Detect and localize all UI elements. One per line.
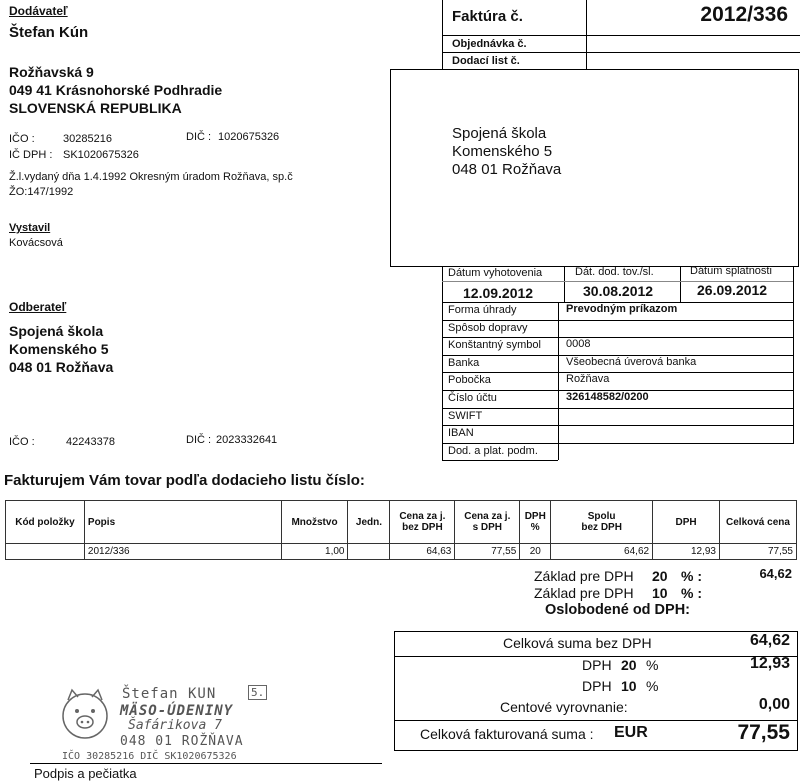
items-header-row [6, 501, 797, 544]
customer-dic-label: DIČ : [186, 434, 212, 446]
col-total: Celková cena [719, 501, 796, 544]
base20-pct: % : [681, 568, 702, 584]
due-date-label: Dátum splatnosti [690, 265, 772, 277]
grand-total: 77,55 [737, 721, 790, 744]
signature-line [30, 763, 382, 764]
vat20-rate: 20 [621, 657, 637, 673]
stamp-line-5: IČO 30285216 DIČ SK1020675326 [62, 751, 237, 762]
issue-date: 12.09.2012 [463, 285, 534, 301]
currency: EUR [614, 724, 648, 741]
col-vat: DPH [653, 501, 720, 544]
items-table [5, 500, 797, 560]
col-price-gross [455, 501, 520, 544]
payment-label: Konštantný symbol [448, 339, 541, 352]
vat10-pct: % [646, 678, 659, 694]
order-row-line [442, 52, 800, 53]
row-price-gross: 77,55 [455, 544, 520, 560]
col-qty: Množstvo [281, 501, 348, 544]
invoice-header-divider [586, 0, 587, 35]
table-row [6, 544, 797, 560]
row-desc: 2012/336 [84, 544, 281, 560]
supplier-ico-label: IČO : [9, 133, 35, 145]
supplier-icdph-label: IČ DPH : [9, 149, 53, 161]
window-line-1: Spojená škola [452, 125, 547, 142]
base20-value: 64,62 [759, 566, 792, 581]
order-label: Objednávka č. [452, 38, 527, 50]
stamp-line-4: 048 01 ROŽŇAVA [120, 734, 244, 749]
payment-row-line [442, 408, 794, 409]
net-label: Celková suma bez DPH [503, 635, 652, 651]
supplier-country: SLOVENSKÁ REPUBLIKA [9, 100, 182, 116]
payment-value: Prevodným príkazom [566, 303, 678, 315]
delivery-date-label: Dát. dod. tov./sl. [575, 266, 654, 278]
payment-value: 0008 [566, 338, 591, 351]
vat20-pct: % [646, 657, 659, 673]
dates-divider-1 [564, 266, 565, 302]
base20-rate: 20 [652, 568, 668, 584]
customer-heading: Odberateľ [9, 300, 67, 314]
col-total-net [551, 501, 653, 544]
supplier-name: Štefan Kún [9, 24, 89, 41]
base10-pct: % : [681, 585, 702, 601]
invoice-number: 2012/336 [700, 3, 788, 26]
vat10-rate: 10 [621, 678, 637, 694]
customer-city: 048 01 Rožňava [9, 359, 114, 375]
window-line-2: Komenského 5 [452, 143, 553, 160]
window-line-3: 048 01 Rožňava [452, 161, 562, 178]
col-unit: Jedn. [348, 501, 390, 544]
stamp-line-3: Šafárikova 7 [128, 718, 222, 733]
row-vat: 12,93 [653, 544, 720, 560]
payment-label: Spôsob dopravy [448, 321, 528, 334]
payment-label: SWIFT [448, 409, 483, 422]
col-total-net-l2: bez DPH [581, 522, 622, 533]
vat10-label: DPH [582, 678, 612, 694]
col-desc: Popis [84, 501, 281, 544]
row-total-net: 64,62 [551, 544, 653, 560]
base10-label: Základ pre DPH [534, 585, 634, 601]
payment-value: 326148582/0200 [566, 391, 649, 403]
payment-label: IBAN [448, 427, 474, 440]
payment-row-line [442, 460, 558, 461]
customer-ico-label: IČO : [9, 436, 35, 448]
payment-value: Všeobecná úverová banka [566, 355, 697, 368]
supplier-street: Rožňavská 9 [9, 64, 94, 80]
dates-right-border [793, 266, 794, 302]
stamp-line-1: Štefan KUN [122, 686, 217, 702]
issued-by-heading: Vystavil [9, 222, 51, 234]
supplier-heading: Dodávateľ [9, 4, 68, 18]
customer-ico: 42243378 [66, 436, 115, 448]
vat20-label: DPH [582, 657, 612, 673]
stamp-box: 5. [248, 685, 267, 700]
customer-dic: 2023332641 [216, 434, 278, 446]
delivery-date: 30.08.2012 [583, 283, 654, 299]
supplier-ico: 30285216 [63, 133, 112, 145]
col-total-net-l1: Spolu [587, 511, 616, 522]
payment-label: Pobočka [448, 374, 491, 387]
col-price-net-l2: bez DPH [402, 522, 443, 533]
payment-divider [558, 302, 559, 460]
payment-label: Banka [448, 356, 480, 369]
col-price-net [390, 501, 455, 544]
invoice-header-bottom [442, 35, 800, 36]
net-total: 64,62 [749, 632, 790, 649]
row-qty: 1,00 [281, 544, 348, 560]
invoice-label: Faktúra č. [452, 8, 523, 25]
stamp-line-2: MÄSO-ÚDENINY [120, 703, 234, 719]
col-price-gross-l2: s DPH [472, 522, 503, 533]
payment-row-line [442, 425, 794, 426]
col-vat-pct-l2: % [530, 522, 540, 533]
customer-name: Spojená škola [9, 323, 104, 339]
payment-value: Rožňava [566, 373, 610, 386]
rounding-total: 0,00 [758, 696, 790, 713]
rounding-label: Centové vyrovnanie: [500, 699, 628, 715]
vat20-total: 12,93 [749, 655, 790, 672]
supplier-city: 049 41 Krásnohorské Podhradie [9, 82, 223, 98]
payment-label: Číslo účtu [448, 392, 497, 404]
payment-right-border [793, 302, 794, 443]
due-date: 26.09.2012 [697, 282, 768, 298]
row-total: 77,55 [719, 544, 796, 560]
customer-street: Komenského 5 [9, 341, 109, 357]
row-code [6, 544, 85, 560]
signature-label: Podpis a pečiatka [34, 766, 137, 781]
billing-text: Fakturujem Vám tovar podľa dodacieho listu číslo: [4, 472, 365, 489]
row-vat-pct: 20 [520, 544, 551, 560]
row-unit [348, 544, 390, 560]
payment-label: Forma úhrady [448, 304, 517, 316]
supplier-registration-2: ŽO:147/1992 [9, 186, 74, 198]
base20-label: Základ pre DPH [534, 568, 634, 584]
col-price-net-l1: Cena za j. [399, 511, 446, 522]
col-code: Kód položky [6, 501, 85, 544]
col-vat-pct-l1: DPH [524, 511, 546, 522]
supplier-dic: 1020675326 [218, 131, 280, 143]
payment-row-line [442, 320, 794, 321]
delivery-note-label: Dodací list č. [452, 55, 520, 67]
base10-rate: 10 [652, 585, 668, 601]
dates-divider-2 [680, 266, 681, 302]
row-price-net: 64,63 [390, 544, 455, 560]
supplier-registration-1: Ž.l.vydaný dňa 1.4.1992 Okresným úradom Rožňava, sp.č [9, 171, 293, 183]
payment-label: Dod. a plat. podm. [448, 444, 538, 457]
issued-by-name: Kovácsová [9, 237, 63, 249]
payment-row-line [442, 337, 794, 338]
supplier-dic-label: DIČ : [186, 131, 212, 143]
supplier-icdph: SK1020675326 [63, 149, 139, 161]
col-price-gross-l1: Cena za j. [464, 511, 511, 522]
pig-logo-icon [56, 686, 114, 747]
payment-row-line [442, 372, 794, 373]
exempt-label: Oslobodené od DPH: [545, 602, 690, 618]
issue-date-label: Dátum vyhotovenia [448, 267, 543, 279]
grand-label: Celková fakturovaná suma : [420, 726, 594, 742]
payment-row-line [442, 443, 794, 444]
col-vat-pct [520, 501, 551, 544]
